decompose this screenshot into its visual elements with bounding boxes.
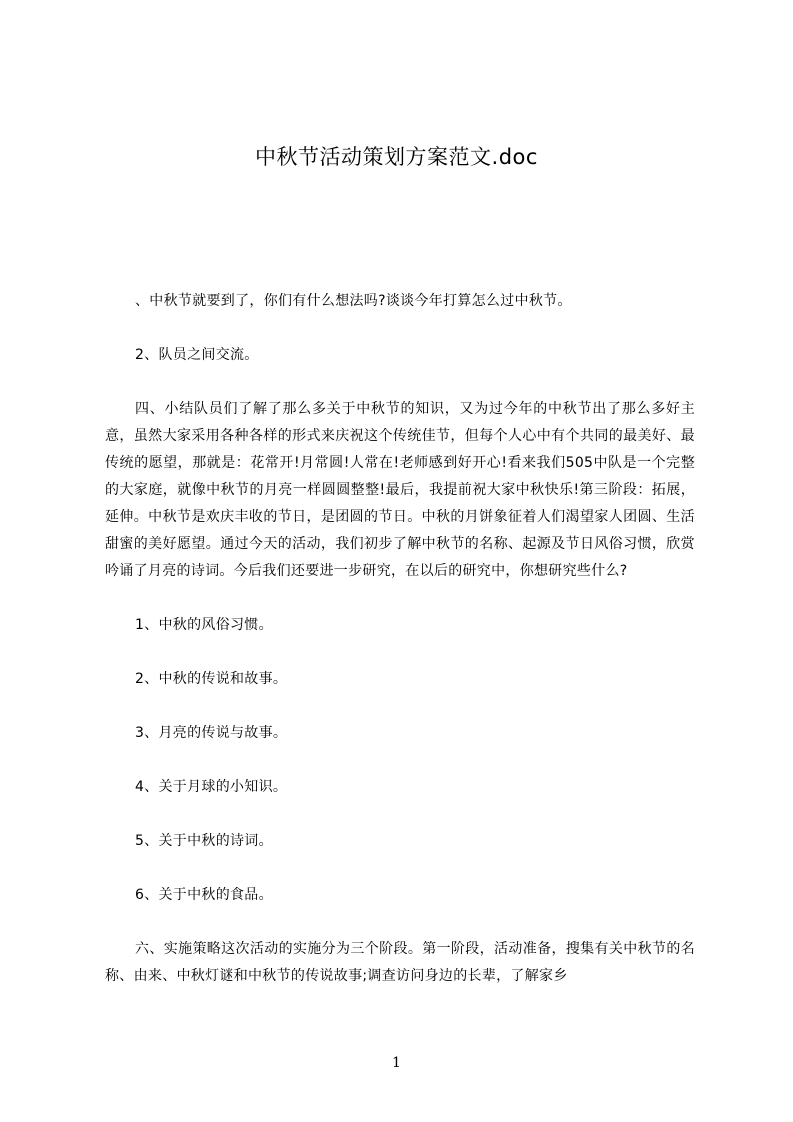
- document-title: 中秋节活动策划方案范文.doc: [255, 145, 538, 169]
- list-item: 5、关于中秋的诗词。: [135, 833, 273, 849]
- list-item: 2、中秋的传说和故事。: [135, 671, 288, 687]
- document-body: [105, 288, 695, 1017]
- page-number: 1: [392, 1055, 401, 1071]
- paragraph-intro-question: 、中秋节就要到了，你们有什么想法吗?谈谈今年打算怎么过中秋节。: [135, 293, 572, 309]
- paragraph-implementation-strategy: 六、实施策略这次活动的实施分为三个阶段。第一阶段，活动准备，搜集有关中秋节的名称、由来、中秋灯谜和中秋节的传说故事;调查访问身边的长辈，了解家乡: [105, 941, 695, 984]
- list-item: 4、关于月球的小知识。: [135, 779, 288, 795]
- paragraph-summary: 四、小结队员们了解了那么多关于中秋节的知识，又为过今年的中秋节出了那么多好主意，虽然大家采用各种各样的形式来庆祝这个传统佳节，但每个人心中有个共同的最美好、最传统的愿望，那就是：花常开!月常圆!人常在!老师感到好开心!看来我们505中队是一个完整的大家庭，就像中秋节的月亮一样圆圆整整!最后，我提前祝大家中秋快乐!第三阶段：拓展，延伸。中秋节是欢庆丰收的节日，是团圆的节日。中秋的月饼象征着人们渴望家人团圆、生活甜蜜的美好愿望。通过今天的活动，我们初步了解中秋节的名称、起源及节日风俗习惯，欣赏吟诵了月亮的诗词。今后我们还要进一步研究，在以后的研究中，你想研究些什么?: [105, 401, 695, 579]
- list-item: 6、关于中秋的食品。: [135, 887, 273, 903]
- paragraph-team-exchange: 2、队员之间交流。: [135, 347, 259, 363]
- list-item: 1、中秋的风俗习惯。: [135, 617, 273, 633]
- list-item: 3、月亮的传说与故事。: [135, 725, 288, 741]
